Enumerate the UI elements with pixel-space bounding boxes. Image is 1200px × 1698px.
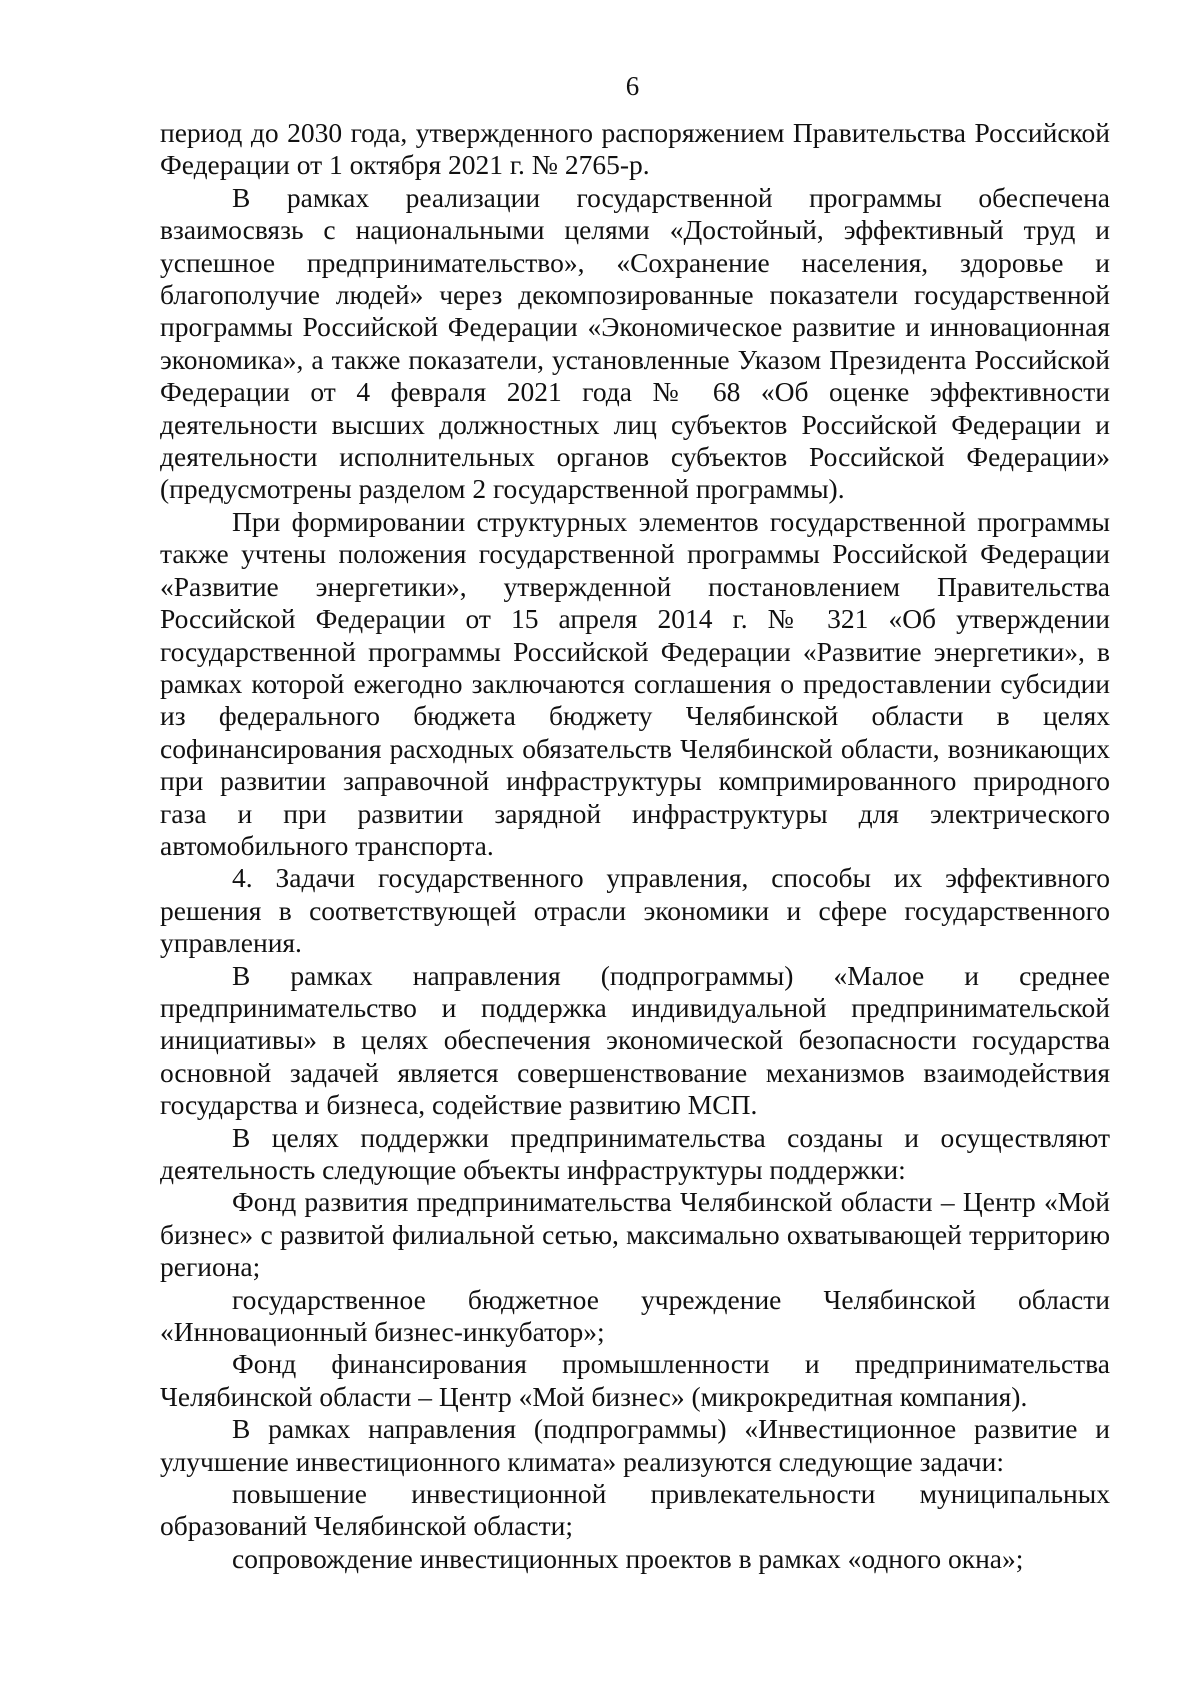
paragraph-national-goals: В рамках реализации государственной программы обеспечена взаимосвязь с национальными целями «Достойный, эффективный труд и успешное предпринимательство», «Сохранение населения, здоровье и благополучие людей» через декомпозированные показатели государственной программы Российской Федерации «Экономическое развитие и инновационная экономика», а также показатели, установленные Указом Президента Российской Федерации от 4 февраля 2021 года № 68 «Об оценке эффективности деятельности высших должностных лиц субъектов Российской Федерации и деятельности исполнительных органов субъектов Российской Федерации» (предусмотрены разделом 2 государственной программы). <box>160 181 1110 505</box>
paragraph-fund-financing: Фонд финансирования промышленности и предпринимательства Челябинской области – Центр «Мой бизнес» (микрокредитная компания). <box>160 1348 1110 1412</box>
paragraph-attractiveness: повышение инвестиционной привлекательности муниципальных образований Челябинской области; <box>160 1478 1110 1542</box>
document-body <box>160 117 1110 1575</box>
paragraph-section-4: 4. Задачи государственного управления, способы их эффективного решения в соответствующей отрасли экономики и сфере государственного управления. <box>160 862 1110 959</box>
page-number: 6 <box>625 71 640 101</box>
paragraph-continuation: период до 2030 года, утвержденного распоряжением Правительства Российской Федерации от 1 октября 2021 г. № 2765-р. <box>160 117 1110 181</box>
paragraph-incubator: государственное бюджетное учреждение Челябинской области «Инновационный бизнес-инкубатор»; <box>160 1283 1110 1348</box>
paragraph-investment-subprogram: В рамках направления (подпрограммы) «Инвестиционное развитие и улучшение инвестиционного климата» реализуются следующие задачи: <box>160 1413 1110 1477</box>
paragraph-energy-program: При формировании структурных элементов государственной программы также учтены положения государственной программы Российской Федерации «Развитие энергетики», утвержденной постановлением Правительства Российской Федерации от 15 апреля 2014 г. № 321 «Об утверждении государственной программы Российской Федерации «Развитие энергетики», в рамках которой ежегодно заключаются соглашения о предоставлении субсидии из федерального бюджета бюджету Челябинской области в целях софинансирования расходных обязательств Челябинской области, возникающих при развитии заправочной инфраструктуры компримированного природного газа и при развитии зарядной инфраструктуры для электрического автомобильного транспорта. <box>160 505 1110 861</box>
paragraph-fund-development: Фонд развития предпринимательства Челябинской области – Центр «Мой бизнес» с развитой филиальной сетью, максимально охватывающей территорию региона; <box>160 1186 1110 1283</box>
paragraph-msp-subprogram: В рамках направления (подпрограммы) «Малое и среднее предпринимательство и поддержка индивидуальной предпринимательской инициативы» в целях обеспечения экономической безопасности государства основной задачей является совершенствование механизмов взаимодействия государства и бизнеса, содействие развитию МСП. <box>160 959 1110 1121</box>
paragraph-infrastructure: В целях поддержки предпринимательства созданы и осуществляют деятельность следующие объекты инфраструктуры поддержки: <box>160 1121 1110 1185</box>
paragraph-one-window: сопровождение инвестиционных проектов в рамках «одного окна»; <box>232 1542 1024 1574</box>
